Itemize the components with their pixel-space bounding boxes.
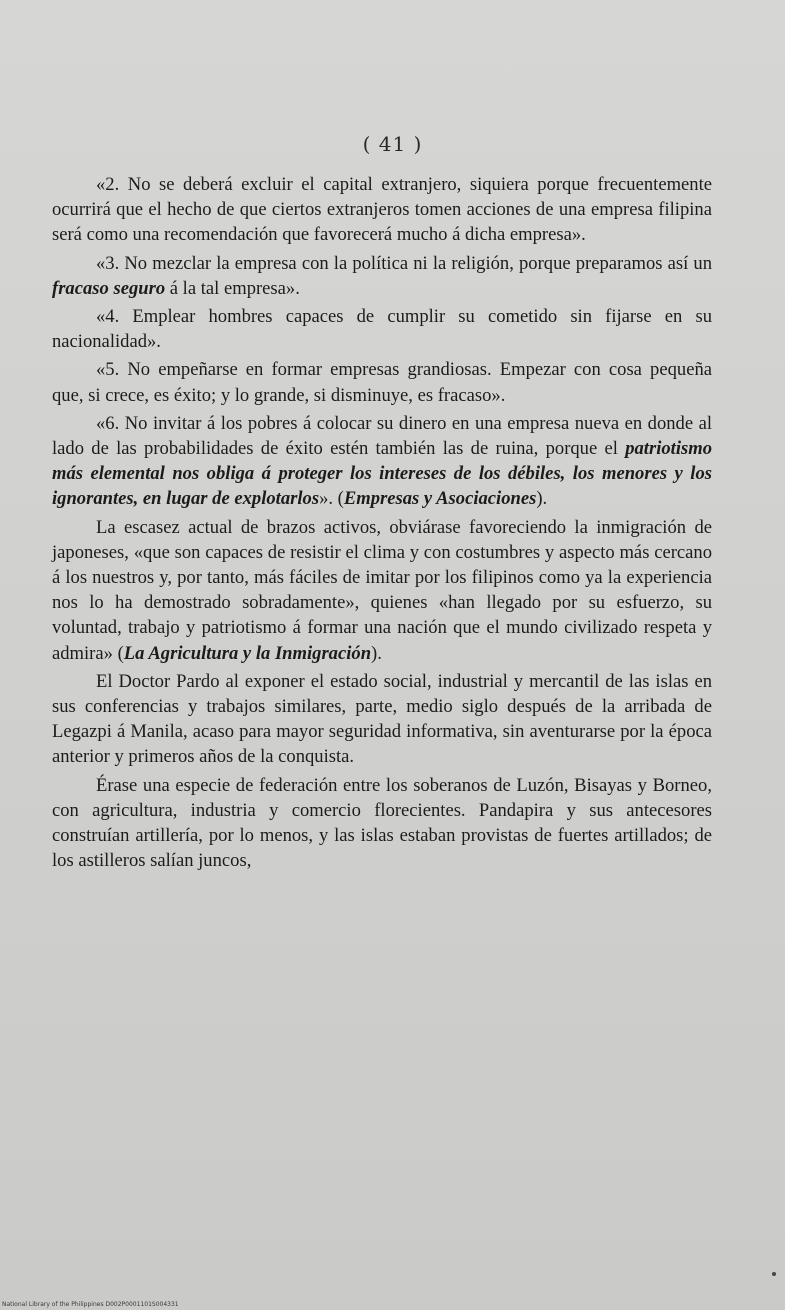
paragraph [52, 304, 712, 354]
text-run: ». ( [319, 488, 344, 510]
text-run: «2. No se deberá excluir el capital extranjero, siquiera porque frecuentemente ocurrirá que el hecho de que ciertos extranjeros tomen acciones de una empresa filipina será como una recomendación que favorecerá mucho á dicha empresa». [52, 174, 712, 246]
text-run: «3. No mezclar la empresa con la política ni la religión, porque preparamos así un [96, 252, 712, 274]
scan-speck [772, 1272, 776, 1276]
italic-text: Empresas y Asociaciones [343, 488, 537, 510]
text-run: ). [536, 488, 548, 510]
italic-text: patriotismo más elemental nos obliga á proteger los intereses de los débiles, los menores y los ignorantes, en lugar de explotarlos [52, 438, 712, 510]
text-run: El Doctor Pardo al exponer el estado social, industrial y mercantil de las islas en sus conferencias y trabajos similares, parte, medio siglo después de la arribada de Legazpi á Manila, acaso para mayor seguridad informativa, sin aventurarse por la época anterior y primeros años de la conquista. [52, 670, 712, 768]
text-run: ). [371, 642, 382, 664]
italic-text: La Agricultura y la Inmigración [123, 642, 372, 664]
paragraph [52, 669, 712, 770]
library-footer: National Library of the Philippines D002P0001101S004331 [2, 1301, 179, 1308]
paragraph [52, 411, 712, 512]
body-text [52, 172, 712, 876]
italic-text: fracaso seguro [52, 277, 166, 299]
paragraph [52, 515, 712, 666]
paragraph [52, 357, 712, 407]
page-number: ( 41 ) [362, 132, 423, 156]
text-run: «5. No empeñarse en formar empresas grandiosas. Empezar con cosa pequeña que, si crece, es éxito; y lo grande, si disminuye, es fracaso». [52, 359, 712, 406]
text-run: «6. No invitar á los pobres á colocar su dinero en una empresa nueva en donde al lado de las probabilidades de éxito estén también las de ruina, porque el [52, 412, 712, 460]
text-run: Érase una especie de federación entre los soberanos de Luzón, Bisayas y Borneo, con agricultura, industria y comercio florecientes. Pandapira y sus antecesores construían artillería, por lo menos, y las islas estaban provistas de fuertes artillados; de los astilleros salían juncos, [52, 774, 712, 872]
paragraph [52, 172, 712, 248]
text-run: «4. Emplear hombres capaces de cumplir su cometido sin fijarse en su nacionalidad». [52, 306, 712, 353]
text-run: La escasez actual de brazos activos, obviárase favoreciendo la inmigración de japoneses, «que son capaces de resistir el clima y con costumbres y aspecto más cercano á los nuestros y, por tanto, más fáciles de imitar por los filipinos como ya la experiencia nos lo ha demostrado sobradamente», quienes «han llegado por su esfuerzo, su voluntad, trabajo y patriotismo á formar una nación que el mundo civilizado respeta y admira» ( [52, 516, 712, 664]
paragraph [52, 251, 712, 301]
text-run: á la tal empresa». [165, 277, 300, 299]
paragraph [52, 773, 712, 874]
